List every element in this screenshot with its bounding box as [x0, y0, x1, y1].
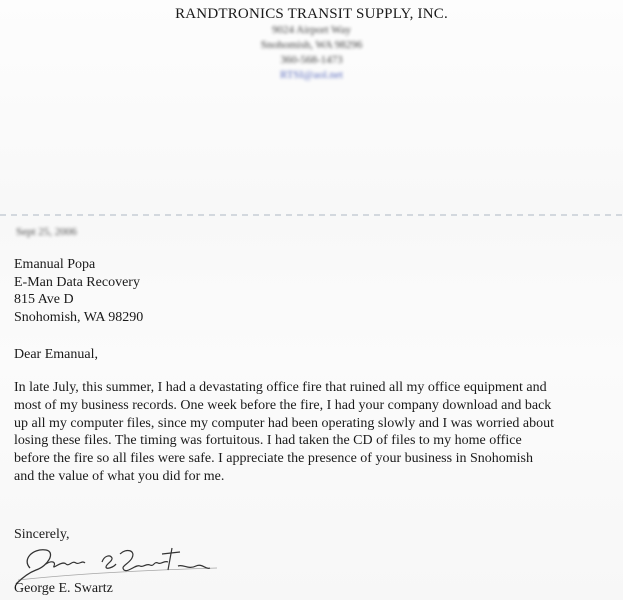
letter-date: Sept 25, 2006	[16, 226, 77, 238]
closing: Sincerely,	[14, 527, 70, 542]
recipient-address	[14, 256, 143, 326]
letterhead	[0, 6, 623, 83]
signer-name: George E. Swartz	[14, 581, 113, 596]
recipient-company: E-Man Data Recovery	[14, 274, 140, 290]
body-line: In late July, this summer, I had a devastating office fire that ruined all my office equipment and	[14, 380, 547, 395]
signature	[12, 540, 222, 585]
greeting: Dear Emanual,	[14, 347, 98, 362]
body-line: before the fire so all files were safe. I appreciate the presence of your business in Snohomish	[14, 451, 533, 467]
body-line: and the value of what you did for me.	[14, 468, 225, 484]
company-street: 9024 Airport Way	[272, 24, 351, 36]
company-name: RANDTRONICS TRANSIT SUPPLY, INC.	[175, 6, 448, 22]
letter-body	[14, 379, 620, 486]
recipient-city: Snohomish, WA 98290	[14, 309, 144, 325]
body-line: up all my computer files, since my computer had been operating slowly and I was worried about	[14, 415, 555, 431]
body-line: losing these files. The timing was fortuitous. I had taken the CD of files to my home office	[14, 433, 522, 449]
company-email: RTSI@aol.net	[280, 69, 343, 81]
body-line: most of my business records. One week before the fire, I had your company download and back	[14, 397, 552, 413]
company-city: Snohomish, WA 98296	[260, 39, 363, 51]
fold-line	[0, 214, 623, 216]
recipient-street: 815 Ave D	[14, 292, 74, 307]
recipient-name: Emanual Popa	[14, 257, 96, 272]
company-phone: 360-568-1473	[280, 54, 343, 66]
